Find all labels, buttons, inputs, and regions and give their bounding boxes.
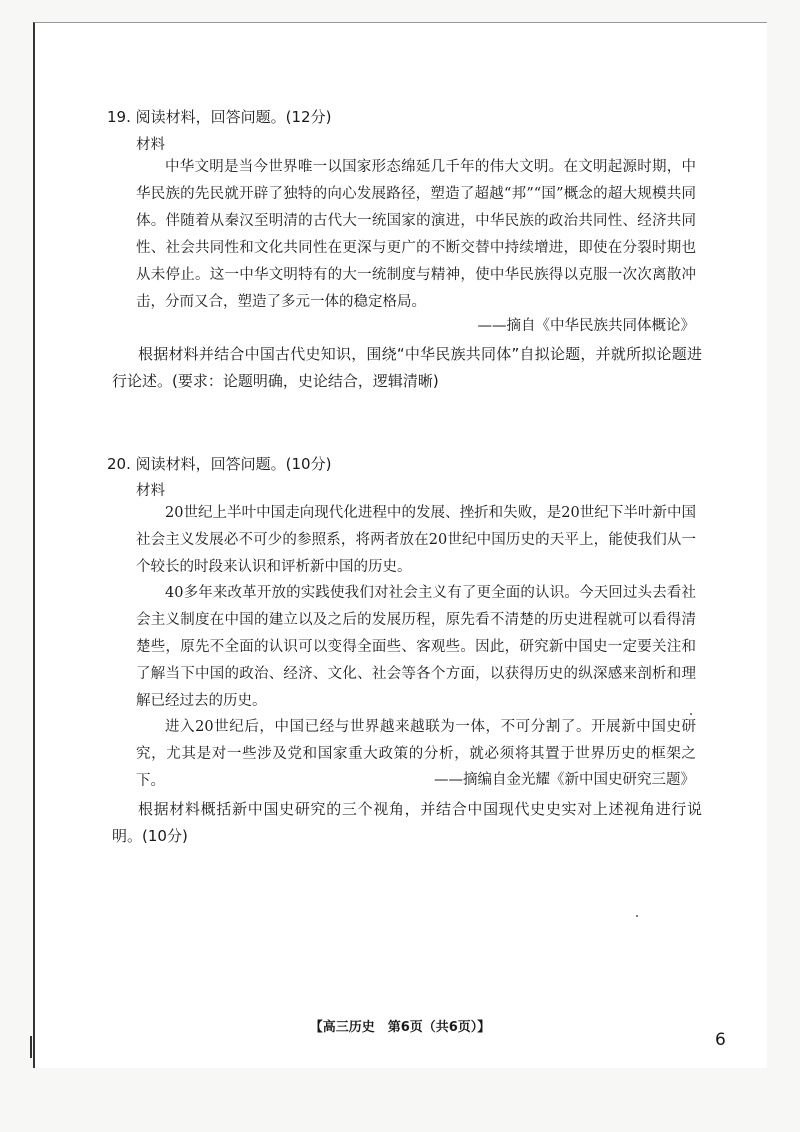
page-number: 6 bbox=[715, 1030, 726, 1050]
q20-source: ——摘编自金光耀《新中国史研究三题》 bbox=[434, 772, 695, 788]
q20-material-paragraph-2: 40多年来改革开放的实践使我们对社会主义有了更全面的认识。今天回过头去看社会主义制度在中国的建立以及之后的发展历程，原先看不清楚的历史进程就可以看得清楚些，原先不全面的认识可以变得全面些、客观些。因此，研究新中国史一定要关注和了解当下中国的政治、经济、文化、社会等各个方面，以获得历史的纵深感来剖析和理解已经过去的历史。 bbox=[136, 585, 696, 709]
scan-speck bbox=[690, 713, 692, 715]
scan-speck bbox=[636, 915, 638, 917]
q19-heading: 19. 阅读材料，回答问题。(12分) bbox=[107, 108, 332, 126]
q20-material-paragraph-3: 进入20世纪后，中国已经与世界越来越联为一体，不可分割了。开展新中国史研究，尤其是对一些涉及党和国家重大政策的分析，就必须将其置于世界历史的框架之下。 bbox=[136, 719, 696, 789]
binding-mark bbox=[30, 1036, 38, 1058]
q19-material-label: 材料 bbox=[136, 137, 165, 153]
q19-source: ——摘自《中华民族共同体概论》 bbox=[477, 318, 695, 334]
page-footer: 【高三历史 第6页（共6页）】 bbox=[309, 1020, 491, 1035]
q19-question: 根据材料并结合中国古代史知识，围绕“中华民族共同体”自拟论题，并就所拟论题进行论述。(要求：论题明确，史论结合，逻辑清晰) bbox=[112, 345, 702, 390]
q20-question: 根据材料概括新中国史研究的三个视角，并结合中国现代史史实对上述视角进行说明。(10分) bbox=[112, 800, 702, 845]
q20-heading: 20. 阅读材料，回答问题。(10分) bbox=[107, 455, 332, 473]
q20-material-paragraph-1: 20世纪上半叶中国走向现代化进程中的发展、挫折和失败，是20世纪下半叶新中国社会主义发展必不可少的参照系，将两者放在20世纪中国历史的天平上，能使我们从一个较长的时段来认识和评析新中国的历史。 bbox=[136, 505, 696, 575]
q20-material-label: 材料 bbox=[136, 483, 165, 499]
q19-material-paragraph: 中华文明是当今世界唯一以国家形态绵延几千年的伟大文明。在文明起源时期，中华民族的先民就开辟了独特的向心发展路径，塑造了超越“邦”“国”概念的超大规模共同体。伴随着从秦汉至明清的古代大一统国家的演进，中华民族的政治共同性、经济共同性、社会共同性和文化共同性在更深与更广的不断交替中持续增进，即使在分裂时期也从未停止。这一中华文明特有的大一统制度与精神，使中华民族得以克服一次次离散冲击，分而又合，塑造了多元一体的稳定格局。 bbox=[136, 159, 696, 310]
